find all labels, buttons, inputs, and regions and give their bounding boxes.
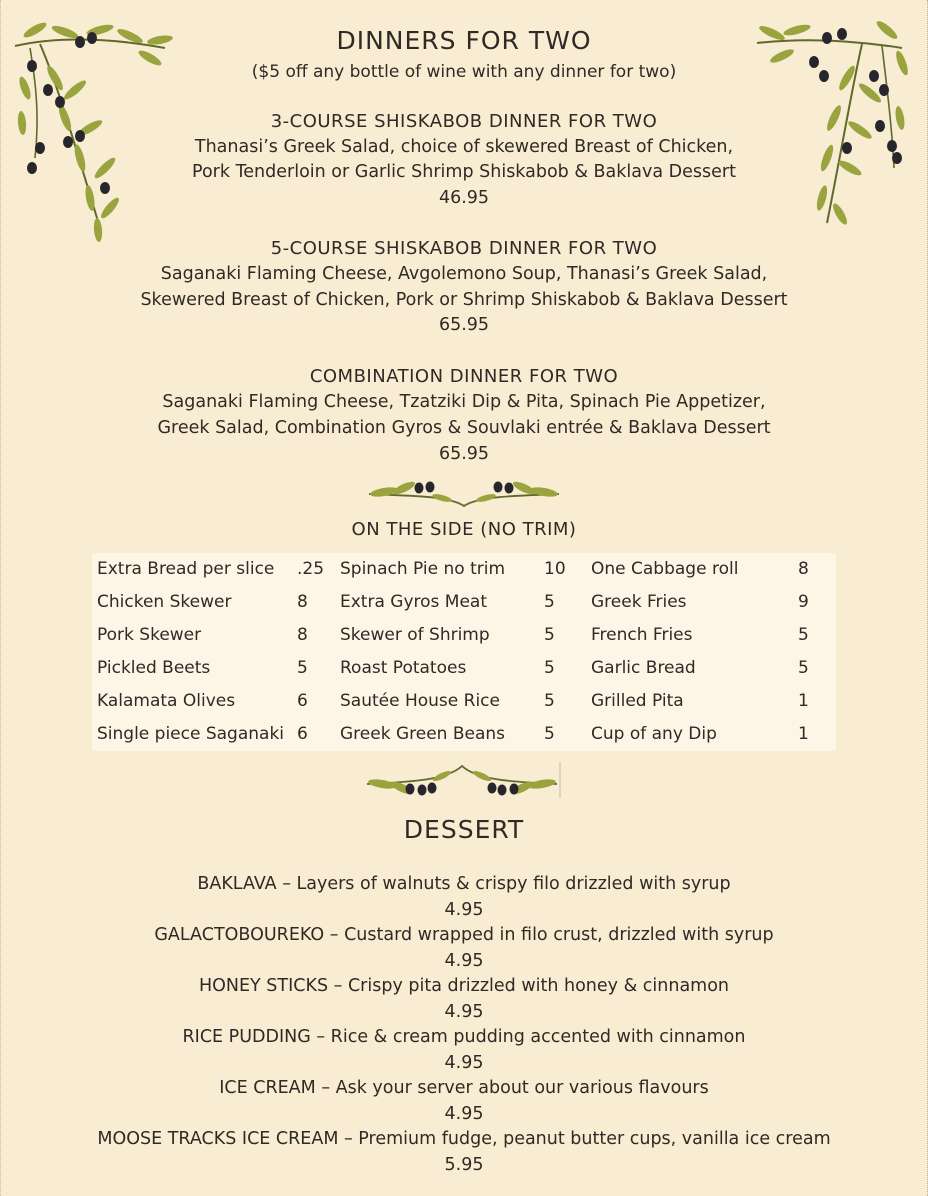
dinner-price: 46.95 [438, 188, 490, 208]
dinner-name: COMBINATION DINNER FOR TWO [309, 366, 619, 387]
side-item-name: One Cabbage roll [591, 559, 739, 579]
dinner-price: 65.95 [438, 315, 490, 335]
table-row [92, 553, 836, 586]
side-item-name: Spinach Pie no trim [340, 559, 506, 579]
side-item-price: 6 [297, 691, 308, 711]
side-item-name: Sautée House Rice [340, 691, 500, 711]
table-row [92, 718, 836, 751]
side-item-price: 5 [798, 625, 809, 645]
dessert-item: HONEY STICKS – Crispy pita drizzled with honey & cinnamon [198, 976, 730, 996]
side-item-price: 8 [297, 592, 308, 612]
dinner-desc-line: Thanasi’s Greek Salad, choice of skewered Breast of Chicken, [194, 137, 734, 157]
dessert-price: 4.95 [444, 1104, 484, 1124]
olive-divider-icon [364, 478, 564, 510]
side-item-price: 5 [798, 658, 809, 678]
dessert-price: 5.95 [444, 1155, 484, 1175]
sides-table [92, 553, 836, 751]
side-item-price: 1 [798, 691, 809, 711]
table-row [92, 685, 836, 718]
side-item-price: 1 [798, 724, 809, 744]
table-row [92, 586, 836, 619]
dessert-item: GALACTOBOUREKO – Custard wrapped in filo crust, drizzled with syrup [154, 925, 774, 945]
page-subtitle: ($5 off any bottle of wine with any dinner for two) [251, 62, 677, 82]
side-item-price: 5 [544, 592, 555, 612]
side-item-name: Extra Bread per slice [97, 559, 275, 579]
side-item-name: Greek Fries [591, 592, 687, 612]
dessert-price: 4.95 [444, 1053, 484, 1073]
side-item-name: Extra Gyros Meat [340, 592, 487, 612]
side-item-price: 8 [297, 625, 308, 645]
side-item-price: 9 [798, 592, 809, 612]
dessert-item: BAKLAVA – Layers of walnuts & crispy filo drizzled with syrup [197, 874, 731, 894]
dinner-name: 5-COURSE SHISKABOB DINNER FOR TWO [270, 238, 658, 259]
dinner-price: 65.95 [438, 444, 490, 464]
side-item-name: French Fries [591, 625, 693, 645]
side-item-name: Cup of any Dip [591, 724, 717, 744]
table-row [92, 619, 836, 652]
side-item-name: Grilled Pita [591, 691, 684, 711]
side-item-name: Garlic Bread [591, 658, 696, 678]
dessert-price: 4.95 [444, 951, 484, 971]
side-item-name: Chicken Skewer [97, 592, 232, 612]
sides-title: ON THE SIDE (NO TRIM) [351, 519, 577, 540]
side-item-price: 5 [544, 625, 555, 645]
side-item-price: 6 [297, 724, 308, 744]
side-item-price: 5 [544, 658, 555, 678]
side-item-name: Pickled Beets [97, 658, 211, 678]
side-item-name: Greek Green Beans [340, 724, 506, 744]
dinner-desc-line: Pork Tenderloin or Garlic Shrimp Shiskabob & Baklava Dessert [192, 162, 736, 182]
dessert-price: 4.95 [444, 1002, 484, 1022]
dinner-desc-line: Saganaki Flaming Cheese, Tzatziki Dip & Pita, Spinach Pie Appetizer, [162, 392, 766, 412]
side-item-name: Kalamata Olives [97, 691, 236, 711]
side-item-price: .25 [297, 559, 325, 579]
dessert-item: MOOSE TRACKS ICE CREAM – Premium fudge, peanut butter cups, vanilla ice cream [97, 1129, 831, 1149]
dessert-price: 4.95 [444, 900, 484, 920]
dinner-desc-line: Saganaki Flaming Cheese, Avgolemono Soup, Thanasi’s Greek Salad, [160, 264, 768, 284]
olive-divider-icon [362, 760, 562, 800]
dessert-title: DESSERT [403, 815, 525, 844]
side-item-price: 8 [798, 559, 809, 579]
side-item-name: Skewer of Shrimp [340, 625, 490, 645]
table-row [92, 652, 836, 685]
side-item-name: Single piece Saganaki [97, 724, 285, 744]
dinner-name: 3-COURSE SHISKABOB DINNER FOR TWO [270, 111, 658, 132]
dinner-desc-line: Skewered Breast of Chicken, Pork or Shrimp Shiskabob & Baklava Dessert [140, 290, 788, 310]
side-item-name: Roast Potatoes [340, 658, 467, 678]
dinner-desc-line: Greek Salad, Combination Gyros & Souvlaki entrée & Baklava Dessert [157, 418, 771, 438]
side-item-price: 5 [297, 658, 308, 678]
side-item-price: 5 [544, 724, 555, 744]
page-title: DINNERS FOR TWO [336, 26, 592, 55]
side-item-price: 5 [544, 691, 555, 711]
side-item-price: 10 [544, 559, 566, 579]
dessert-item: RICE PUDDING – Rice & cream pudding accented with cinnamon [182, 1027, 746, 1047]
side-item-name: Pork Skewer [97, 625, 202, 645]
dessert-item: ICE CREAM – Ask your server about our various flavours [219, 1078, 709, 1098]
